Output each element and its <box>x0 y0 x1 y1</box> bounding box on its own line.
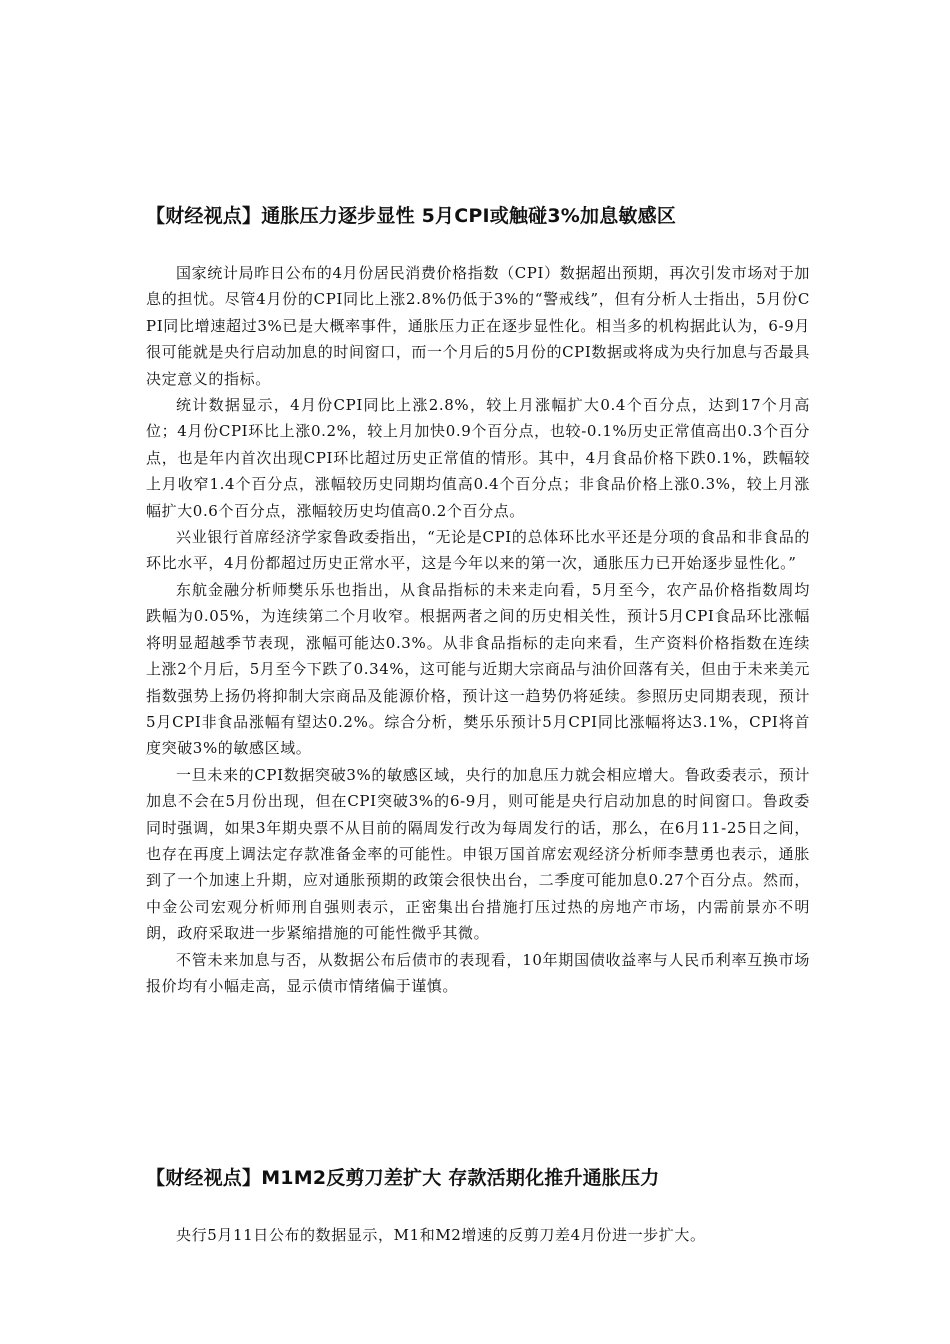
article-1-body <box>146 260 810 999</box>
article-2-paragraph: 央行5月11日公布的数据显示，M1和M2增速的反剪刀差4月份进一步扩大。 <box>176 1226 706 1244</box>
article-1-paragraph: 不管未来加息与否，从数据公布后债市的表现看，10年期国债收益率与人民币利率互换市场报价均有小幅走高，显示债市情绪偏于谨慎。 <box>146 950 810 995</box>
article-2-body <box>146 1222 810 1248</box>
article-2-title: 【财经视点】M1M2反剪刀差扩大 存款活期化推升通胀压力 <box>146 1167 660 1189</box>
article-1-title: 【财经视点】通胀压力逐步显性 5月CPI或触碰3%加息敏感区 <box>146 205 677 227</box>
article-1-paragraph: 东航金融分析师樊乐乐也指出，从食品指标的未来走向看，5月至今，农产品价格指数周均跌幅为0.05%，为连续第二个月收窄。根据两者之间的历史相关性，预计5月CPI食品环比涨幅将明显超越季节表现，涨幅可能达0.3%。从非食品指标的走向来看，生产资料价格指数在连续上涨2个月后，5月至今下跌了0.34%，这可能与近期大宗商品与油价回落有关，但由于未来美元指数强势上扬仍将抑制大宗商品及能源价格，预计这一趋势仍将延续。参照历史同期表现，预计5月CPI非食品涨幅有望达0.2%。综合分析，樊乐乐预计5月CPI同比涨幅将达3.1%，CPI将首度突破3%的敏感区域。 <box>146 580 810 758</box>
article-1-paragraph: 国家统计局昨日公布的4月份居民消费价格指数（CPI）数据超出预期，再次引发市场对于加息的担忧。尽管4月份的CPI同比上涨2.8%仍低于3%的“警戒线”，但有分析人士指出，5月份CPI同比增速超过3%已是大概率事件，通胀压力正在逐步显性化。相当多的机构据此认为，6-9月很可能就是央行启动加息的时间窗口，而一个月后的5月份的CPI数据或将成为央行加息与否最具决定意义的指标。 <box>146 264 810 388</box>
article-1-paragraph: 一旦未来的CPI数据突破3%的敏感区域，央行的加息压力就会相应增大。鲁政委表示，预计加息不会在5月份出现，但在CPI突破3%的6-9月，则可能是央行启动加息的时间窗口。鲁政委同时强调，如果3年期央票不从目前的隔周发行改为每周发行的话，那么，在6月11-25日之间，也存在再度上调法定存款准备金率的可能性。申银万国首席宏观经济分析师李慧勇也表示，通胀到了一个加速上升期，应对通胀预期的政策会很快出台，二季度可能加息0.27个百分点。然而，中金公司宏观分析师刑自强则表示，正密集出台措施打压过热的房地产市场，内需前景亦不明朗，政府采取进一步紧缩措施的可能性微乎其微。 <box>146 765 810 943</box>
article-1-paragraph: 统计数据显示，4月份CPI同比上涨2.8%，较上月涨幅扩大0.4个百分点，达到17个月高位；4月份CPI环比上涨0.2%，较上月加快0.9个百分点，也较-0.1%历史正常值高出0.3个百分点，也是年内首次出现CPI环比超过历史正常值的情形。其中，4月食品价格下跌0.1%，跌幅较上月收窄1.4个百分点，涨幅较历史同期均值高0.4个百分点；非食品价格上涨0.3%，较上月涨幅扩大0.6个百分点，涨幅较历史均值高0.2个百分点。 <box>146 396 810 520</box>
article-1-paragraph: 兴业银行首席经济学家鲁政委指出，“无论是CPI的总体环比水平还是分项的食品和非食品的环比水平，4月份都超过历史正常水平，这是今年以来的第一次，通胀压力已开始逐步显性化。” <box>146 528 810 573</box>
